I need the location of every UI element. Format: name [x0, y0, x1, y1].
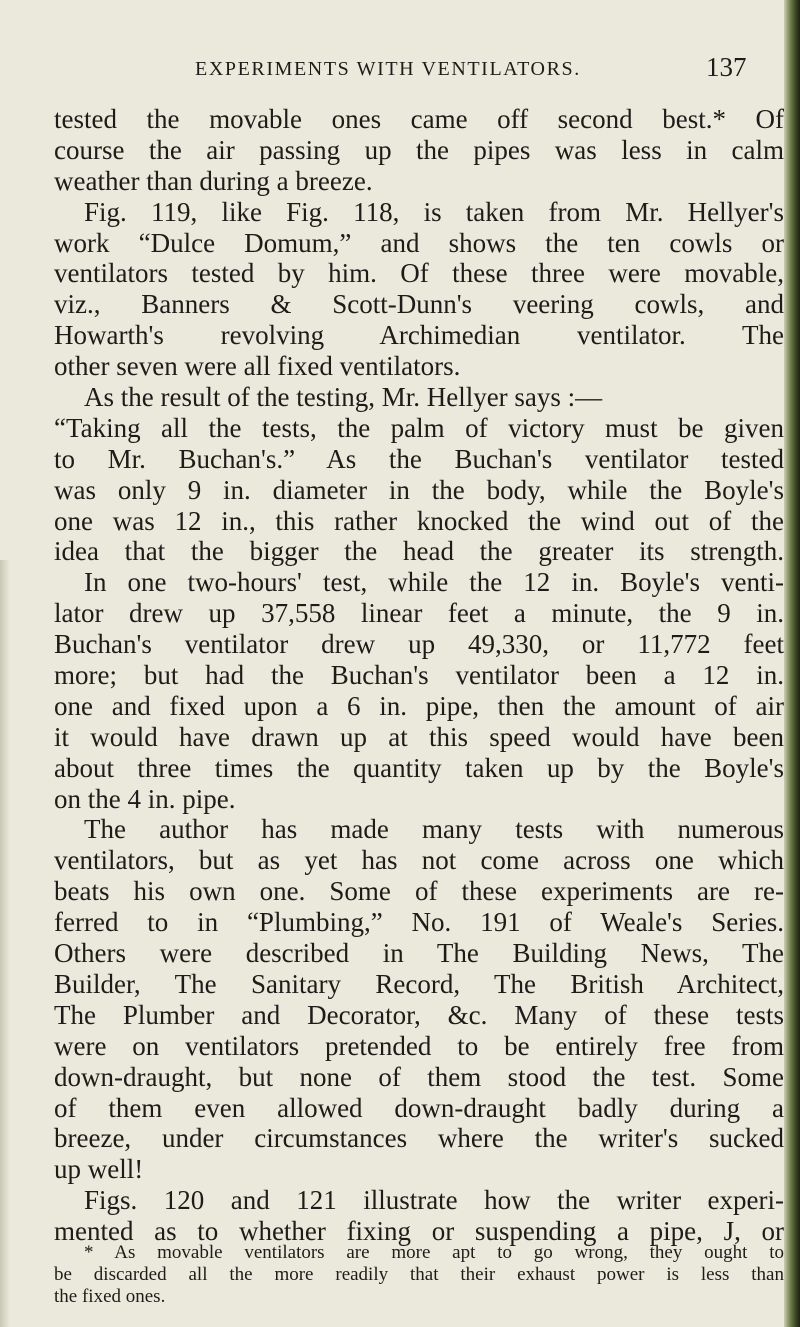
body-line: “Taking all the tests, the palm of victory must be given [54, 412, 784, 443]
footnote-line: be discarded all the more readily that their exhaust power is less than [54, 1264, 784, 1285]
body-line: one was 12 in., this rather knocked the wind out of the [54, 505, 784, 536]
body-line: were on ventilators pretended to be entirely free from [54, 1030, 784, 1061]
footnote-line: the fixed ones. [54, 1286, 166, 1307]
body-line: ventilators, but as yet has not come across one which [54, 845, 784, 876]
body-line: tested the movable ones came off second best.* Of [54, 104, 784, 134]
page-binding-edge [784, 0, 800, 1327]
footnote-line: * As movable ventilators are more apt to go wrong, they ought to [84, 1242, 784, 1263]
footnote [54, 1242, 784, 1308]
body-line: on the 4 in. pipe. [54, 783, 236, 814]
body-line: The author has made many tests with numerous [84, 814, 784, 845]
body-line: down-draught, but none of them stood the test. Some [54, 1061, 784, 1092]
body-line: The Plumber and Decorator, &c. Many of these tests [54, 999, 784, 1030]
body-line: mented as to whether fixing or suspending a pipe, J, or [54, 1216, 784, 1247]
body-line: Buchan's ventilator drew up 49,330, or 11,772 feet [54, 629, 784, 660]
body-line: Others were described in The Building News, The [54, 938, 784, 969]
body-line: ferred to in “Plumbing,” No. 191 of Weale's Series. [54, 907, 784, 938]
body-line: As the result of the testing, Mr. Hellyer says :— [84, 382, 603, 413]
body-line: it would have drawn up at this speed would have been [54, 721, 784, 752]
body-line: of them even allowed down-draught badly during a [54, 1092, 784, 1123]
body-line: beats his own one. Some of these experiments are re- [54, 876, 784, 907]
body-text [54, 104, 784, 1247]
body-line: to Mr. Buchan's.” As the Buchan's ventilator tested [54, 443, 784, 474]
body-line: viz., Banners & Scott-Dunn's veering cowls, and [54, 289, 784, 320]
running-head: EXPERIMENTS WITH VENTILATORS. [195, 58, 581, 80]
body-line: course the air passing up the pipes was less in calm [54, 134, 784, 165]
body-line: breeze, under circumstances where the writer's sucked [54, 1123, 784, 1154]
body-line: ventilators tested by him. Of these three were movable, [54, 258, 784, 289]
body-line: lator drew up 37,558 linear feet a minute, the 9 in. [54, 598, 784, 629]
body-line: one and fixed upon a 6 in. pipe, then the amount of air [54, 690, 784, 721]
body-line: In one two-hours' test, while the 12 in. Boyle's venti- [84, 567, 784, 598]
body-line: up well! [54, 1154, 144, 1185]
body-line: Fig. 119, like Fig. 118, is taken from Mr. Hellyer's [84, 196, 784, 227]
body-line: more; but had the Buchan's ventilator been a 12 in. [54, 660, 784, 691]
body-line: Figs. 120 and 121 illustrate how the writer experi- [84, 1185, 784, 1216]
body-line: weather than during a breeze. [54, 165, 373, 196]
body-line: other seven were all fixed ventilators. [54, 351, 461, 382]
page-left-shadow [0, 560, 10, 1327]
body-line: Builder, The Sanitary Record, The British Architect, [54, 968, 784, 999]
page-number: 137 [706, 52, 747, 82]
body-line: about three times the quantity taken up by the Boyle's [54, 752, 784, 783]
body-line: Howarth's revolving Archimedian ventilator. The [54, 320, 784, 351]
body-line: idea that the bigger the head the greater its strength. [54, 536, 784, 567]
body-line: work “Dulce Domum,” and shows the ten cowls or [54, 227, 784, 258]
body-line: was only 9 in. diameter in the body, while the Boyle's [54, 474, 784, 505]
